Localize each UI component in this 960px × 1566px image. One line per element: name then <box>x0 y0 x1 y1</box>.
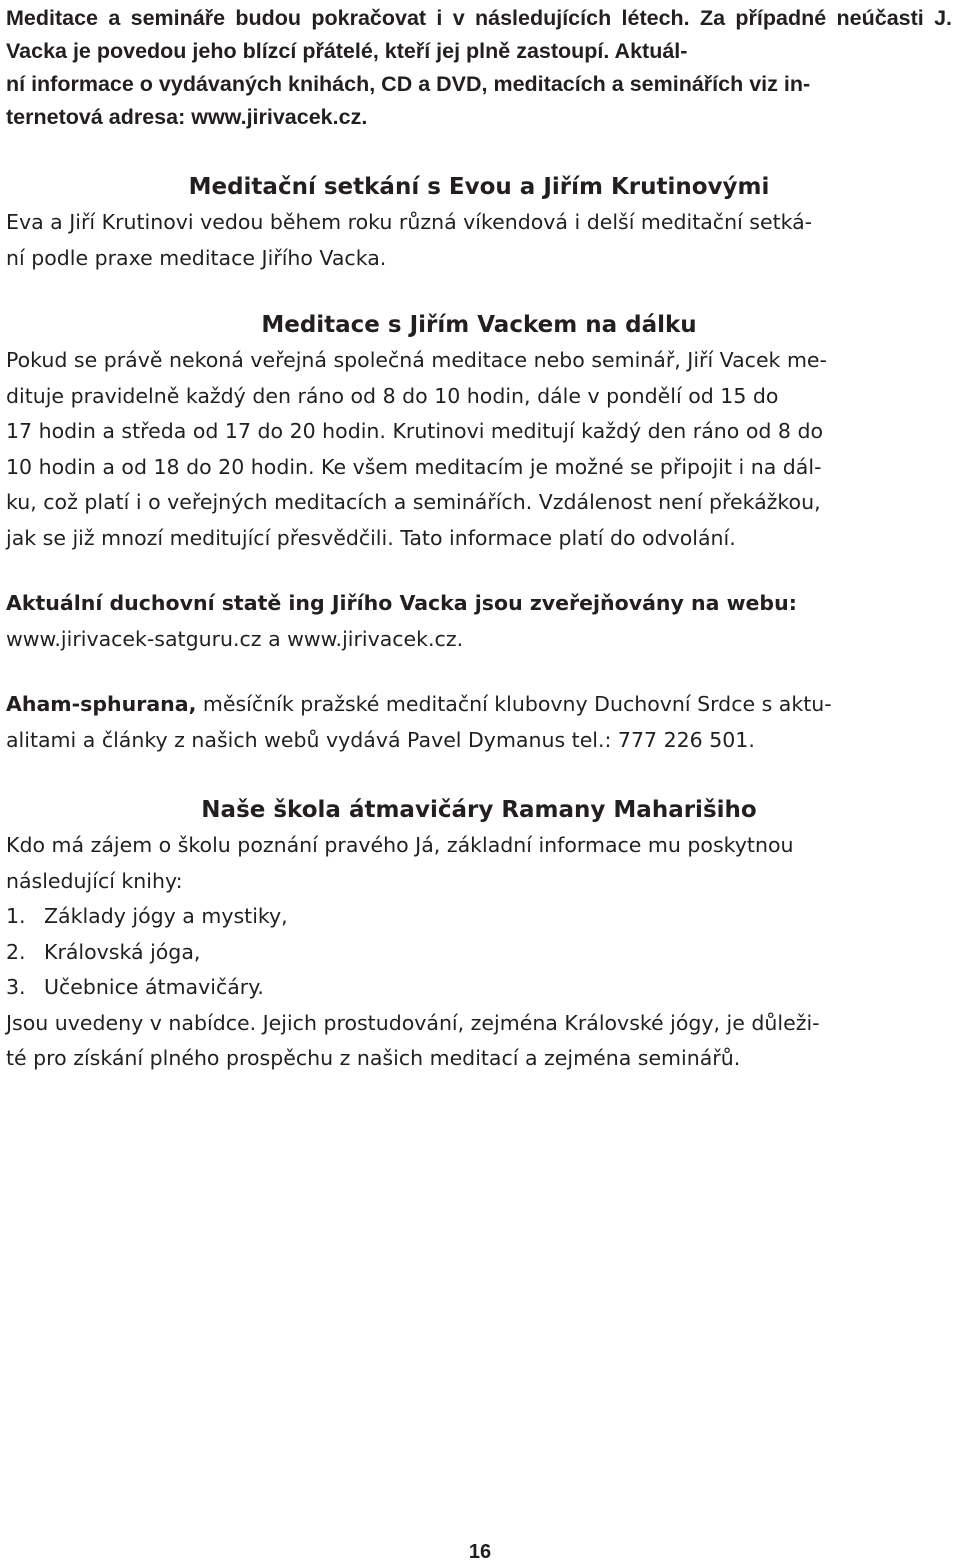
school-outro: Jsou uvedeny v nabídce. Jejich prostudování, zejména Královské jógy, je důleži- té pro získání plného prospěchu z našich meditací a zejména seminářů. <box>6 1010 820 1070</box>
section-title-school: Naše škola átmavičáry Ramany Maharišiho <box>201 797 757 823</box>
book-list <box>6 899 952 1006</box>
remote-meditation-paragraph: Pokud se právě nekoná veřejná společná meditace nebo seminář, Jiří Vacek me- dituje pravidelně každý den ráno od 8 do 10 hodin, dále v pondělí od 15 do 17 hodin a středa od 17 do 20 hodin. Krutinovi meditují každý den ráno od 8 do 10 hodin a od 18 do 20 hodin. Ke všem meditacím je možné se připojit i na dál- ku, což platí i o veřejných meditacích a seminářích. Vzdálenost není překážkou, jak se již mnozí meditující přesvědčili. Tato informace platí do odvolání. <box>6 348 827 550</box>
list-item-title: Základy jógy a mystiky, <box>44 904 288 928</box>
aham-sphurana-paragraph <box>6 687 952 758</box>
list-item <box>6 899 952 935</box>
aham-sphurana-name: Aham-sphurana, <box>6 692 197 716</box>
list-item-number: 3. <box>6 975 26 999</box>
school-intro: Kdo má zájem o školu poznání pravého Já, základní informace mu poskytnou následující knihy: <box>6 833 794 893</box>
section-aham-sphurana <box>6 687 952 758</box>
section-title-remote-meditation: Meditace s Jiřím Vackem na dálku <box>261 312 697 338</box>
list-item-number: 1. <box>6 904 26 928</box>
krutinovi-paragraph: Eva a Jiří Krutinovi vedou během roku různá víkendová i delší meditační setká- ní podle praxe meditace Jiřího Vacka. <box>6 210 813 270</box>
intro-paragraph: Meditace a semináře budou pokračovat i v následujících létech. Za případné neúčasti J. Vacka je povedou jeho blízcí přátelé, kteří jej plně zastoupí. Aktuál- ní informace o vydávaných knihách, CD a DVD, meditacích a seminářích viz in- ternetová adresa: www.jirivacek.cz. <box>6 6 952 129</box>
section-web <box>6 586 952 657</box>
list-item-title: Učebnice átmavičáry. <box>44 975 264 999</box>
list-item-number: 2. <box>6 939 26 964</box>
aham-sphurana-text: měsíčník pražské meditační klubovny Duchovní Srdce s aktu- alitami a články z našich webů vydává Pavel Dymanus tel.: 777 226 501. <box>6 692 832 752</box>
web-links: www.jirivacek-satguru.cz a www.jirivacek.cz. <box>6 626 464 651</box>
list-item <box>6 970 952 1006</box>
section-title-krutinovi: Meditační setkání s Evou a Jiřím Krutinovými <box>188 174 770 200</box>
page-number: 16 <box>468 1541 492 1563</box>
section-school <box>6 792 952 1077</box>
web-heading: Aktuální duchovní statě ing Jiřího Vacka jsou zveřejňovány na webu: <box>6 591 797 615</box>
document-page <box>6 0 952 1077</box>
list-item <box>6 935 952 971</box>
section-remote-meditation <box>6 307 952 556</box>
section-krutinovi <box>6 169 952 276</box>
list-item-title: Královská jóga, <box>44 939 201 964</box>
